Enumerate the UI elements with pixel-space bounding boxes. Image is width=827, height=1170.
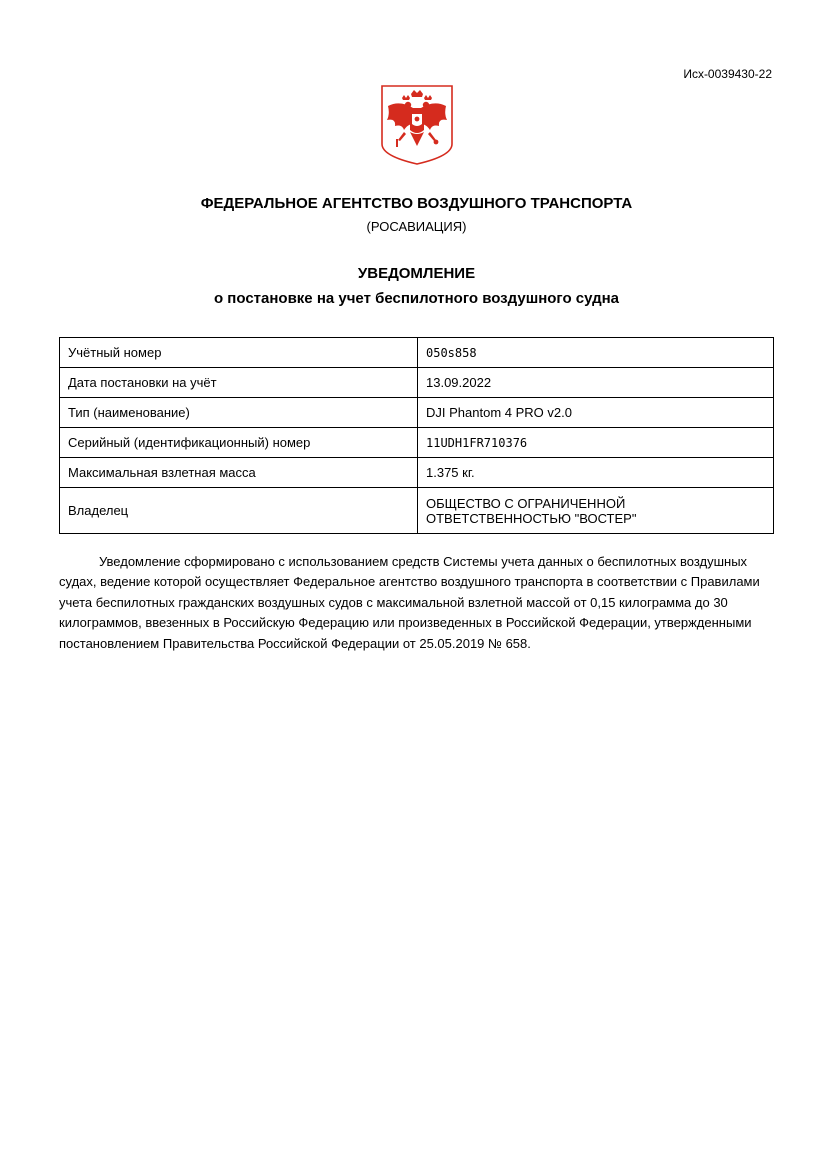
field-value: 11UDH1FR710376 [418,428,774,458]
field-value: ОБЩЕСТВО С ОГРАНИЧЕННОЙ ОТВЕТСТВЕННОСТЬЮ "ВОСТЕР" [418,488,774,534]
table-row [60,428,774,458]
registration-table [59,337,774,534]
field-label: Дата постановки на учёт [60,368,418,398]
table-row [60,368,774,398]
field-value: 050s858 [418,338,774,368]
table-row [60,398,774,428]
body-paragraph: Уведомление сформировано с использованием средств Системы учета данных о беспилотных воздушных судах, ведение которой осуществляет Федеральное агентство воздушного транспорта в соответствии с Правилами учета беспилотных гражданских воздушных судов с максимальной взлетной массой от 0,15 килограмма до 30 килограммов, ввезенных в Российскую Федерацию или произведенных в Российской Федерации, утвержденными постановлением Правительства Российской Федерации от 25.05.2019 № 658. [59,554,760,651]
agency-abbreviation: (РОСАВИАЦИЯ) [366,219,467,234]
field-label: Владелец [60,488,418,534]
field-value: 13.09.2022 [418,368,774,398]
outgoing-reference-number: Исх-0039430-22 [683,67,772,81]
field-label: Тип (наименование) [60,398,418,428]
table-row [60,458,774,488]
document-subtitle: о постановке на учет беспилотного воздушного судна [213,290,620,307]
document-title: УВЕДОМЛЕНИЕ [357,265,476,282]
table-row [60,488,774,534]
field-label: Максимальная взлетная масса [60,458,418,488]
russian-coat-of-arms-icon [380,84,454,166]
table-row [60,338,774,368]
agency-name: ФЕДЕРАЛЬНОЕ АГЕНТСТВО ВОЗДУШНОГО ТРАНСПОРТА [200,195,633,212]
field-label: Учётный номер [60,338,418,368]
field-label: Серийный (идентификационный) номер [60,428,418,458]
field-value: 1.375 кг. [418,458,774,488]
field-value: DJI Phantom 4 PRO v2.0 [418,398,774,428]
